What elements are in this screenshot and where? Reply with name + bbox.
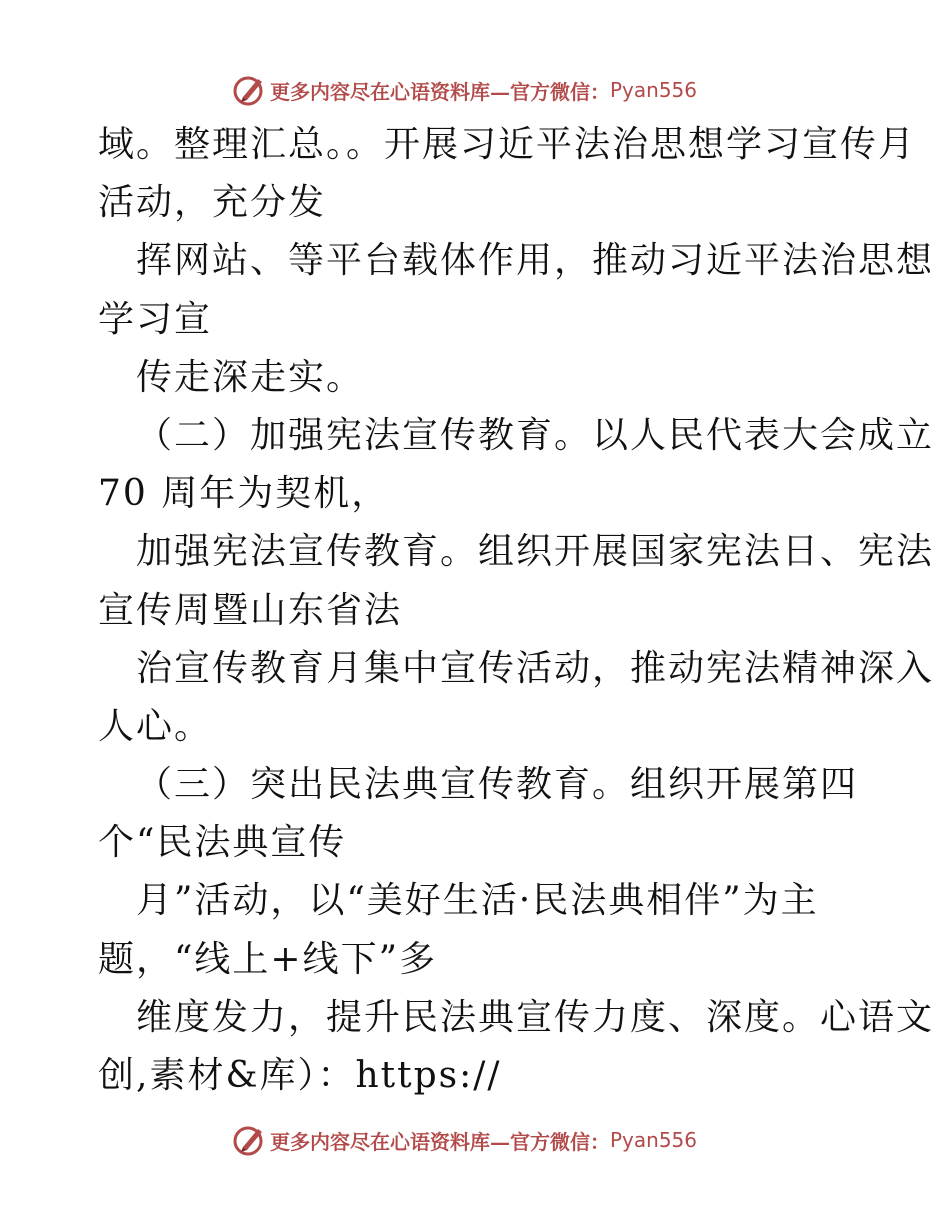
text-line: 挥网站、等平台载体作用，推动习近平法治思想 — [136, 240, 935, 282]
footer-banner-text: 更多内容尽在心语资料库—官方微信： — [270, 1129, 610, 1154]
text-line: 宣传周暨山东省法 — [98, 589, 403, 631]
text-line: 创,素材&库）：https:// — [98, 1055, 502, 1096]
footer-wechat-id: Pyan556 — [610, 1128, 698, 1152]
text-line: 加强宪法宣传教育。组织开展国家宪法日、宪法 — [136, 531, 935, 573]
header-banner — [0, 70, 950, 110]
pen-logo-icon — [232, 73, 266, 107]
text-line: 域。整理汇总。。开展习近平法治思想学习宣传月 — [98, 124, 917, 165]
text-line: 活动，充分发 — [98, 182, 327, 224]
text-line: 治宣传教育月集中宣传活动，推动宪法精神深入 — [136, 647, 935, 689]
document-body — [98, 116, 935, 1105]
text-line: 个“民法典宣传 — [98, 822, 347, 864]
text-line: 学习宣 — [98, 298, 213, 340]
text-line: （二）加强宪法宣传教育。以人民代表大会成立 — [136, 414, 935, 456]
text-line: 传走深走实。 — [136, 356, 365, 398]
footer-banner — [0, 1120, 950, 1160]
text-line: （三）突出民法典宣传教育。组织开展第四 — [136, 764, 859, 806]
text-line: 人心。 — [98, 705, 213, 747]
header-banner-text: 更多内容尽在心语资料库—官方微信： — [270, 79, 610, 104]
text-line: 维度发力，提升民法典宣传力度、深度。心语文 — [136, 996, 935, 1038]
pen-logo-icon — [232, 1123, 266, 1157]
text-line: 题，“线上+线下”多 — [98, 938, 437, 980]
text-line: 月”活动，以“美好生活·民法典相伴”为主 — [136, 880, 819, 922]
header-wechat-id: Pyan556 — [610, 78, 698, 102]
text-line: 70 周年为契机， — [98, 473, 390, 515]
